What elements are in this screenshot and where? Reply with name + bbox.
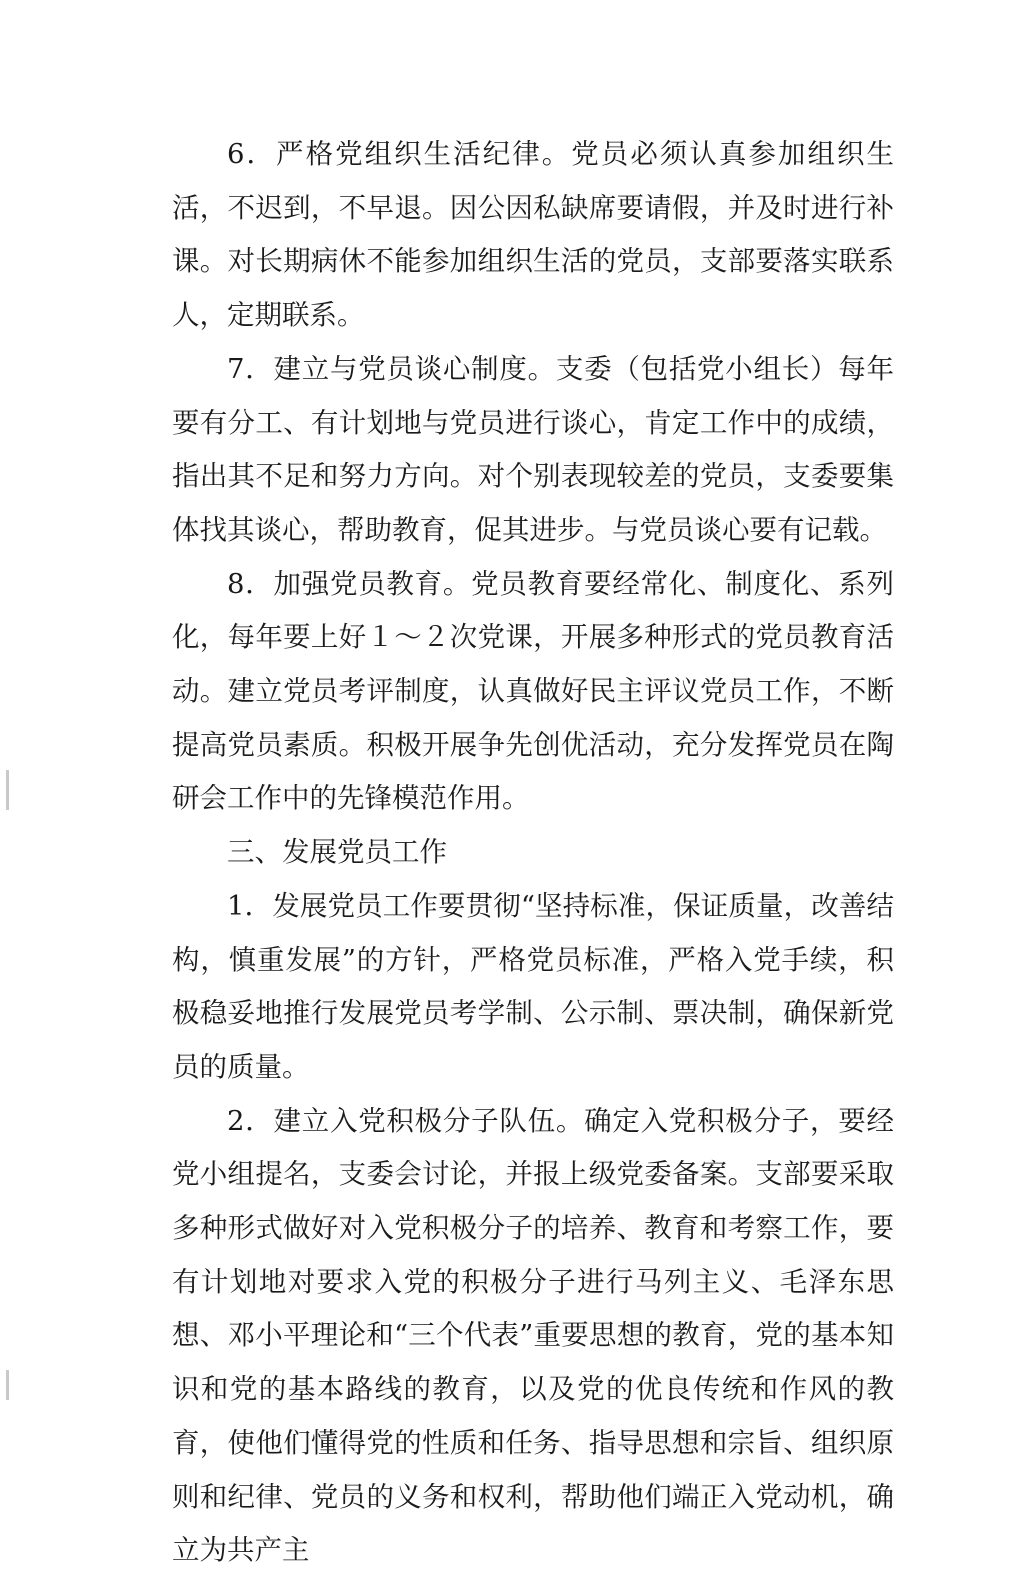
section-heading: 三、发展党员工作 <box>227 836 447 869</box>
section-paragraph-2: 2．建立入党积极分子队伍。确定入党积极分子，要经党小组提名，支委会讨论，并报上级党委备案。支部要采取多种形式做好对入党积极分子的培养、教育和考察工作，要有计划地对要求入党的积极分子进行马列主义、毛泽东思想、邓小平理论和“三个代表”重要思想的教育，党的基本知识和党的基本路线的教育，以及党的优良传统和作风的教育，使他们懂得党的性质和任务、指导思想和宗旨、组织原则和纪律、党员的义务和权利，帮助他们端正入党动机，确立为共产主 <box>172 1104 894 1567</box>
document-body <box>172 128 894 1578</box>
scan-mark <box>6 770 9 810</box>
scan-mark <box>6 1370 9 1400</box>
section-paragraph-1: 1．发展党员工作要贯彻“坚持标准，保证质量，改善结构，慎重发展”的方针，严格党员标准，严格入党手续，积极稳妥地推行发展党员考学制、公示制、票决制，确保新党员的质量。 <box>172 889 894 1083</box>
paragraph-item-8: 8．加强党员教育。党员教育要经常化、制度化、系列化，每年要上好１～２次党课，开展多种形式的党员教育活动。建立党员考评制度，认真做好民主评议党员工作，不断提高党员素质。积极开展争先创优活动，充分发挥党员在陶研会工作中的先锋模范作用。 <box>172 567 894 815</box>
paragraph-item-7: 7．建立与党员谈心制度。支委（包括党小组长）每年要有分工、有计划地与党员进行谈心，肯定工作中的成绩，指出其不足和努力方向。对个别表现较差的党员，支委要集体找其谈心，帮助教育，促其进步。与党员谈心要有记载。 <box>172 352 894 546</box>
paragraph-item-6: 6．严格党组织生活纪律。党员必须认真参加组织生活，不迟到，不早退。因公因私缺席要请假，并及时进行补课。对长期病休不能参加组织生活的党员，支部要落实联系人，定期联系。 <box>172 138 894 332</box>
